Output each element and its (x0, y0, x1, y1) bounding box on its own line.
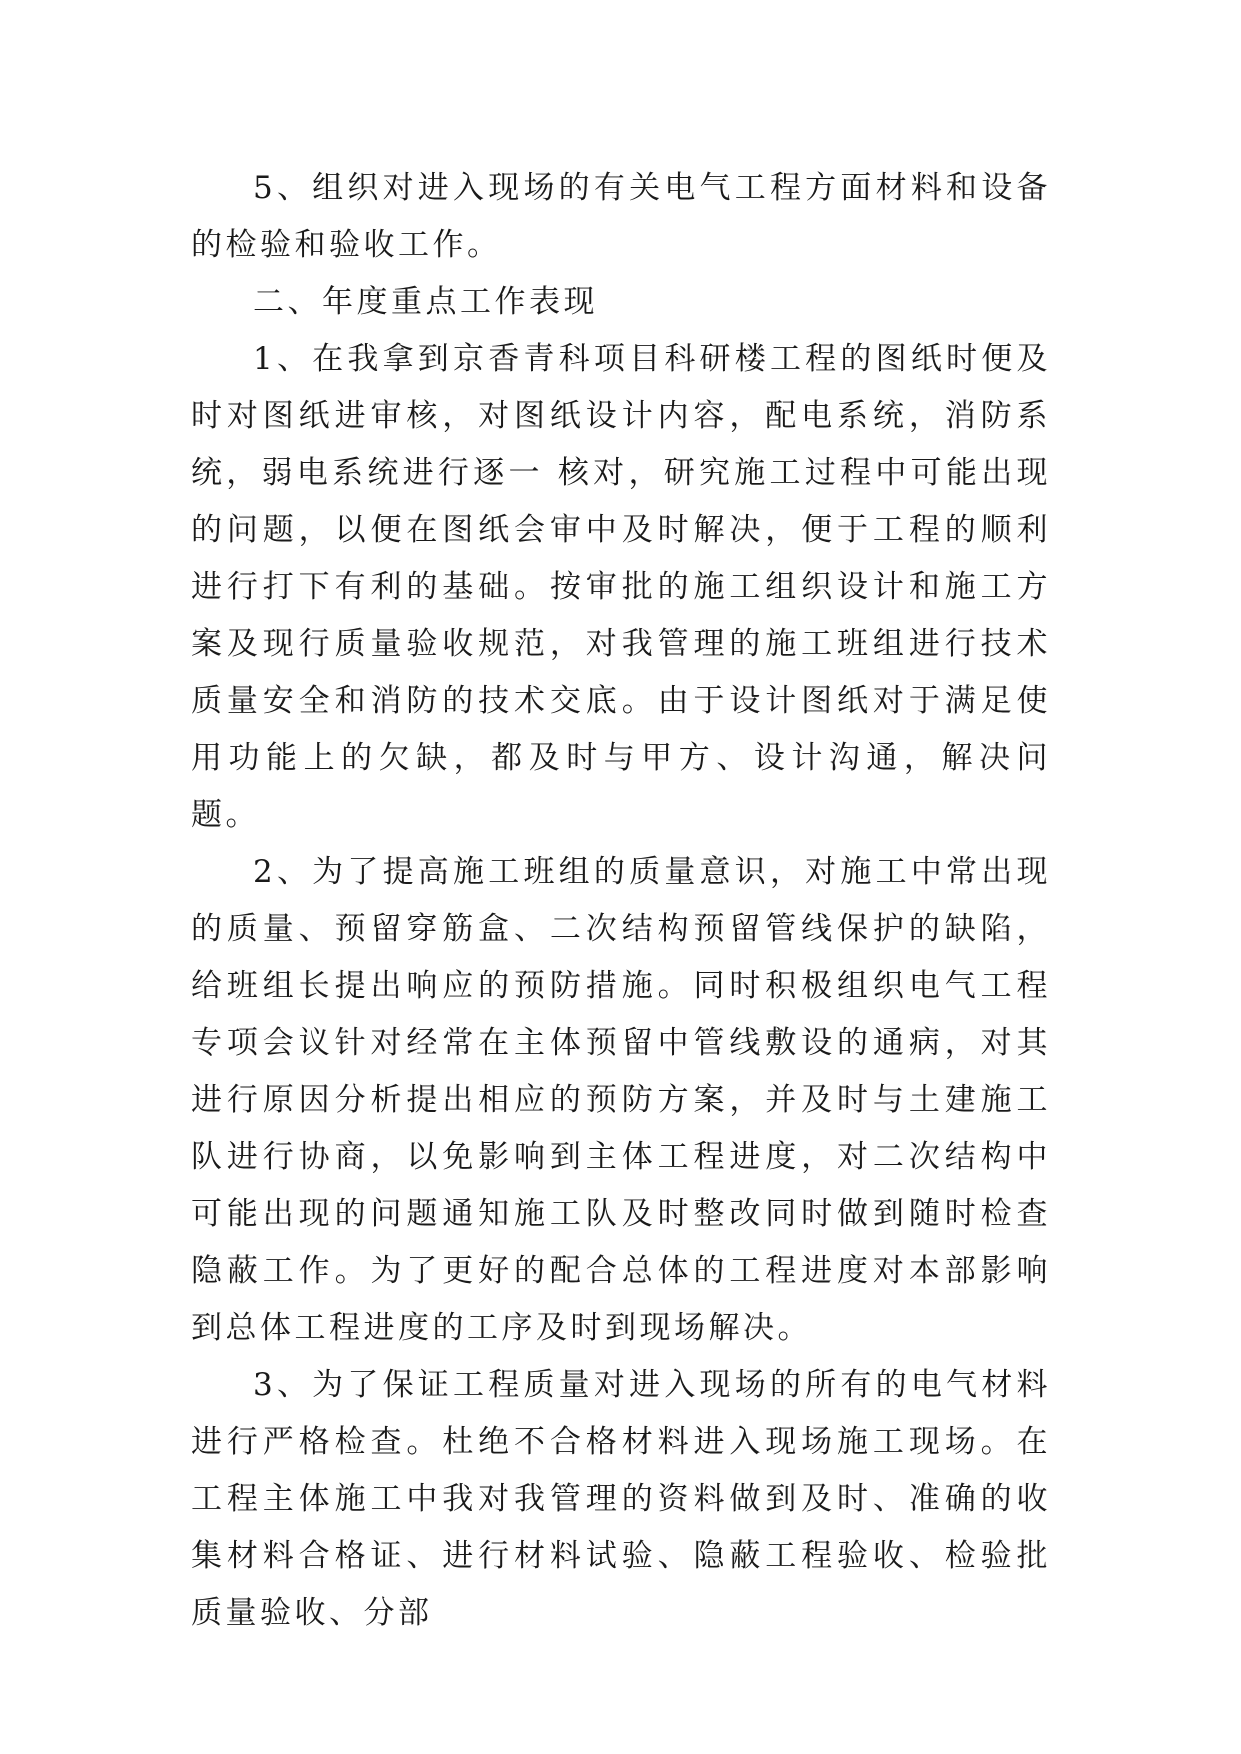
section-heading-annual-key-work: 二、年度重点工作表现 (253, 284, 598, 320)
paragraph-item-3: 3、为了保证工程质量对进入现场的所有的电气材料进行严格检查。杜绝不合格材料进入现场施工现场。在工程主体施工中我对我管理的资料做到及时、准确的收集材料合格证、进行材料试验、隐蔽工程验收、检验批质量验收、分部 (191, 1367, 1051, 1631)
paragraph-item-5: 5、组织对进入现场的有关电气工程方面材料和设备的检验和验收工作。 (191, 170, 1051, 263)
document-body (191, 160, 1051, 1642)
paragraph-item-2: 2、为了提高施工班组的质量意识，对施工中常出现的质量、预留穿筋盒、二次结构预留管线保护的缺陷，给班组长提出响应的预防措施。同时积极组织电气工程专项会议针对经常在主体预留中管线敷设的通病，对其进行原因分析提出相应的预防方案，并及时与土建施工队进行协商，以免影响到主体工程进度，对二次结构中可能出现的问题通知施工队及时整改同时做到随时检查隐蔽工作。为了更好的配合总体的工程进度对本部影响到总体工程进度的工序及时到现场解决。 (191, 854, 1051, 1346)
paragraph-item-1: 1、在我拿到京香青科项目科研楼工程的图纸时便及时对图纸进审核，对图纸设计内容，配电系统，消防系统，弱电系统进行逐一 核对，研究施工过程中可能出现的问题，以便在图纸会审中及时解决，便于工程的顺利进行打下有利的基础。按审批的施工组织设计和施工方案及现行质量验收规范，对我管理的施工班组进行技术质量安全和消防的技术交底。由于设计图纸对于满足使用功能上的欠缺，都及时与甲方、设计沟通，解决问题。 (191, 341, 1051, 833)
